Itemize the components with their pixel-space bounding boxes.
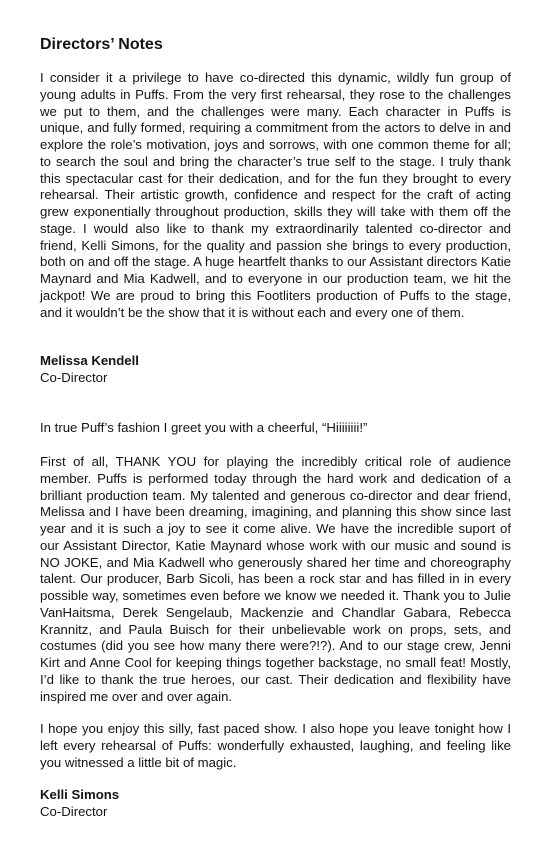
greeting-line: In true Puff’s fashion I greet you with a cheerful, “Hiiiiiiii!”: [40, 420, 368, 435]
signature-role: Co-Director: [40, 370, 108, 385]
note-paragraph: First of all, THANK YOU for playing the incredibly critical role of audience member. Puffs is performed today through the hard work and dedication of a brilliant production team. My talented and generous co-director and dear friend, Melissa and I have been dreaming, imagining, and planning this show since last year and it is such a joy to see it come alive. We have the incredible suport of our Assistant Director, Katie Maynard whose work with our music and sound is NO JOKE, and Mia Kadwell who generously shared her time and choreography talent. Our producer, Barb Sicoli, has been a rock star and has filled in in every possible way, sometimes even before we know we needed it. Thank you to Julie VanHaitsma, Derek Sengelaub, Mackenzie and Chandlar Gabara, Rebecca Krannitz, and Paula Buisch for their unbelievable work on props, sets, and costumes (did you see how many there were?!?). And to our stage crew, Jenni Kirt and Anne Cool for keeping things together backstage, no small feat! Mostly, I’d like to thank the true heroes, our cast. Their dedication and flexibility have inspired me over and over again.: [40, 454, 511, 704]
signature-name: Melissa Kendell: [40, 353, 139, 368]
page-title: Directors’ Notes: [40, 36, 163, 53]
note-paragraph: I consider it a privilege to have co-directed this dynamic, wildly fun group of young adults in Puffs. From the very first rehearsal, they rose to the challenges we put to them, and the challenges were many. Each character in Puffs is unique, and fully formed, requiring a commitment from the actors to delve in and explore the role’s motivation, joys and sorrows, with one common theme for all; to search the soul and bring the character’s true self to the stage. I truly thank this spectacular cast for their dedication, and for the fun they brought to every rehearsal. Their artistic growth, confidence and respect for the craft of acting grew exponentially throughout production, skills they will take with them off the stage. I would also like to thank my extraordinarily talented co-director and friend, Kelli Simons, for the quality and passion she brings to every production, both on and off the stage. A huge heartfelt thanks to our Assistant directors Katie Maynard and Mia Kadwell, and to everyone in our production team, we hit the jackpot! We are proud to bring this Footliters production of Puffs to the stage, and it wouldn’t be the show that it is without each and every one of them.: [40, 70, 511, 320]
signature-role: Co-Director: [40, 804, 108, 819]
closing-paragraph: I hope you enjoy this silly, fast paced show. I also hope you leave tonight how I left every rehearsal of Puffs: wonderfully exhausted, laughing, and feeling like you witnessed a little bit of magic.: [40, 721, 511, 770]
signature-name: Kelli Simons: [40, 787, 120, 802]
